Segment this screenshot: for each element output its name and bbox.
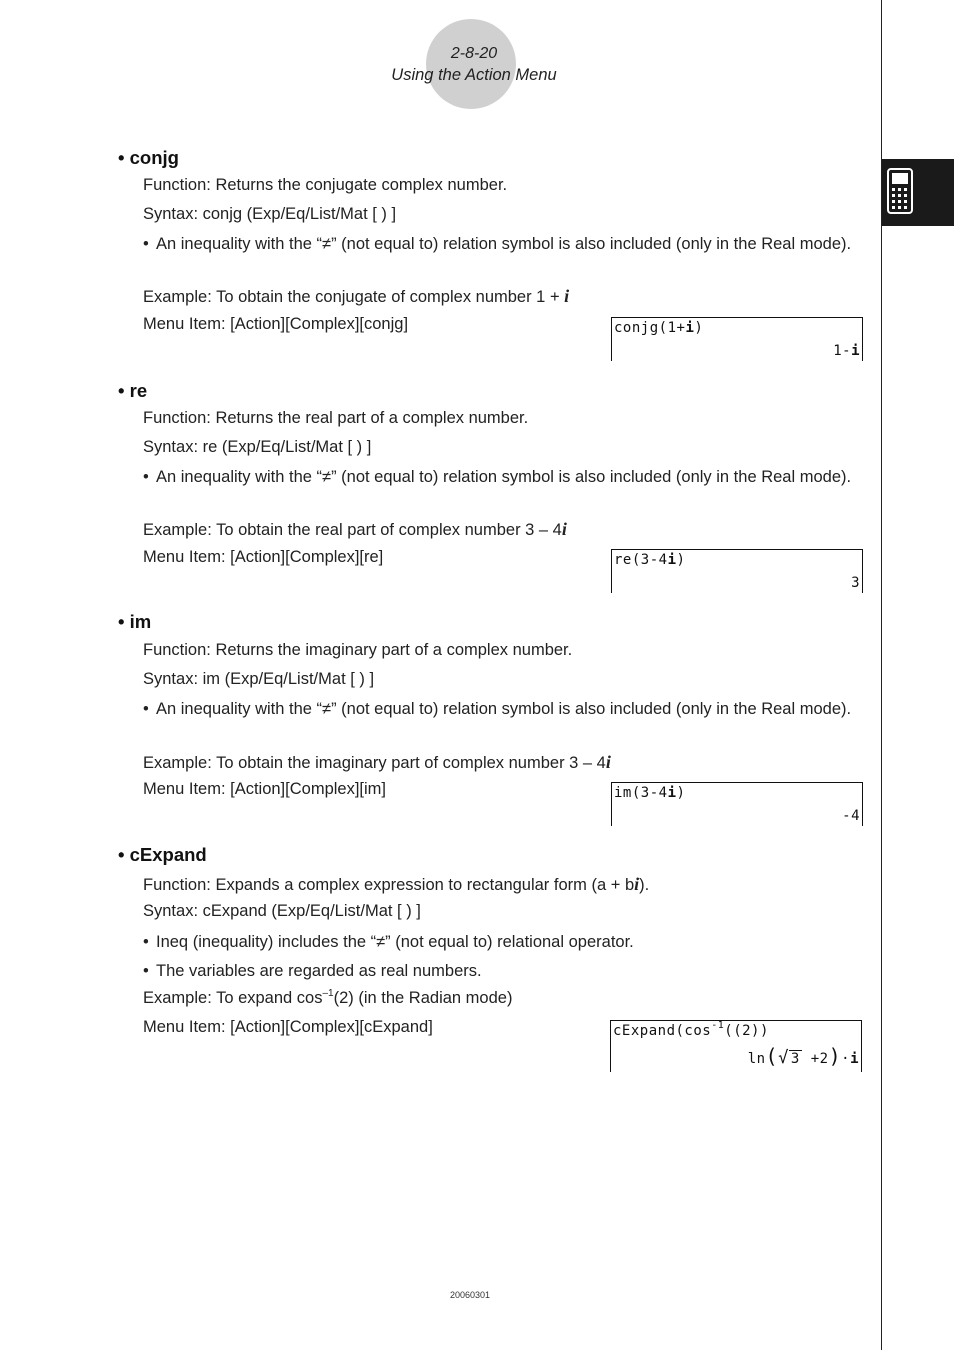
screen-input: conjg(1+i)	[614, 320, 704, 336]
calculator-screen	[611, 317, 863, 361]
header-circle	[426, 19, 516, 109]
example-text: Example: To expand $\cos^{-1}(2)$ (in the Radian mode)	[143, 988, 513, 1007]
function-text: Function: Expands a complex expression to rectangular form (a + bi).	[143, 874, 650, 894]
syntax-text: Syntax: re (Exp/Eq/List/Mat [ ) ]	[143, 438, 372, 456]
command-heading: • re	[118, 380, 148, 401]
syntax-text: Syntax: im (Exp/Eq/List/Mat [ ) ]	[143, 670, 375, 688]
chapter-tab	[882, 159, 954, 226]
command-heading: • im	[118, 611, 152, 632]
command-heading: • cExpand	[118, 844, 207, 865]
syntax-text: Syntax: cExpand (Exp/Eq/List/Mat [ ) ]	[143, 902, 421, 920]
page-number: 2-8-20	[450, 45, 498, 62]
example-text: Example: To obtain the imaginary part of complex number 3 – 4i	[143, 752, 611, 772]
screen-output: ln(√ 3 +2)·i	[747, 1044, 859, 1068]
calculator-screen	[610, 1020, 862, 1072]
screen-input: $cExpand(\cos^{-1}((2))$	[613, 1020, 769, 1039]
menu-item-text: Menu Item: [Action][Complex][re]	[143, 548, 384, 566]
section-title: Using the Action Menu	[391, 66, 557, 84]
menu-item-text: Menu Item: [Action][Complex][conjg]	[143, 315, 409, 333]
function-text: Function: Returns the real part of a complex number.	[143, 409, 529, 427]
syntax-text: Syntax: conjg (Exp/Eq/List/Mat [ ) ]	[143, 205, 397, 223]
screen-output: -4	[842, 808, 860, 824]
function-text: Function: Returns the conjugate complex number.	[143, 176, 508, 194]
example-text: Example: To obtain the real part of complex number 3 – 4i	[143, 519, 567, 539]
sqrt-symbol: √	[778, 1048, 789, 1068]
screen-input: im(3-4i)	[614, 785, 686, 801]
menu-item-text: Menu Item: [Action][Complex][im]	[143, 780, 386, 798]
function-text: Function: Returns the imaginary part of a complex number.	[143, 641, 573, 659]
example-text: Example: To obtain the conjugate of complex number 1 + i	[143, 286, 570, 306]
menu-item-text: Menu Item: [Action][Complex][cExpand]	[143, 1018, 433, 1036]
manual-page: 2-8-20 Using the Action Menu • conjg Function: Returns the conjugate complex number. Syntax: conjg (Exp/Eq/List/Mat [ ) ] • An inequality with the “≠” (not equal to) relation symbol is also included (only in the Real mode). Example: To obtain the conjugate of complex number 1 + i Menu Item: [Action][Complex][conjg] conjg(1+i) 1-i • re Function: Returns the real part of a complex number. Syntax: re (Exp/Eq/List/Mat [ ) ] • An inequality with the “≠” (not equal to) relation symbol is also included (only in the Real mode). Example: To obtain the real part of complex number 3 – 4i Menu Item: [Action][Complex][re] re(3-4i) 3 • im Function: Returns the imaginary part of a complex number. Syntax: im (Exp/Eq/List/Mat [ ) ] • An inequality with the “≠” (not equal to) relation symbol is also included (only in the Real mode). Example: To obtain the imaginary part of complex number 3 – 4i Menu Item: [Action][Complex][im] im(3-4i) -4 • cExpand Function: Expands a complex expression to rectangular form (a + bi). Syntax: cExpand (Exp/Eq/List/Mat [ ) ] • Ineq (inequality) includes the “≠” (not equal to) relational operator. • The variables are regarded as real numbers. Example: To expand $\cos^{-1}(2)$ (in the Radian mode) Menu Item: [Action][Complex][cExpand] $cExpand(\cos^{-1}((2))$ ln(√ 3 +2)·i 20060301	[0, 0, 954, 1350]
calculator-icon	[887, 168, 913, 214]
screen-input: re(3-4i)	[614, 552, 686, 568]
footer-code: 20060301	[449, 1290, 491, 1300]
screen-output: 3	[851, 575, 860, 591]
screen-output: 1-i	[833, 343, 860, 359]
command-heading: • conjg	[118, 147, 179, 168]
calculator-screen	[611, 782, 863, 826]
calculator-screen	[611, 549, 863, 593]
